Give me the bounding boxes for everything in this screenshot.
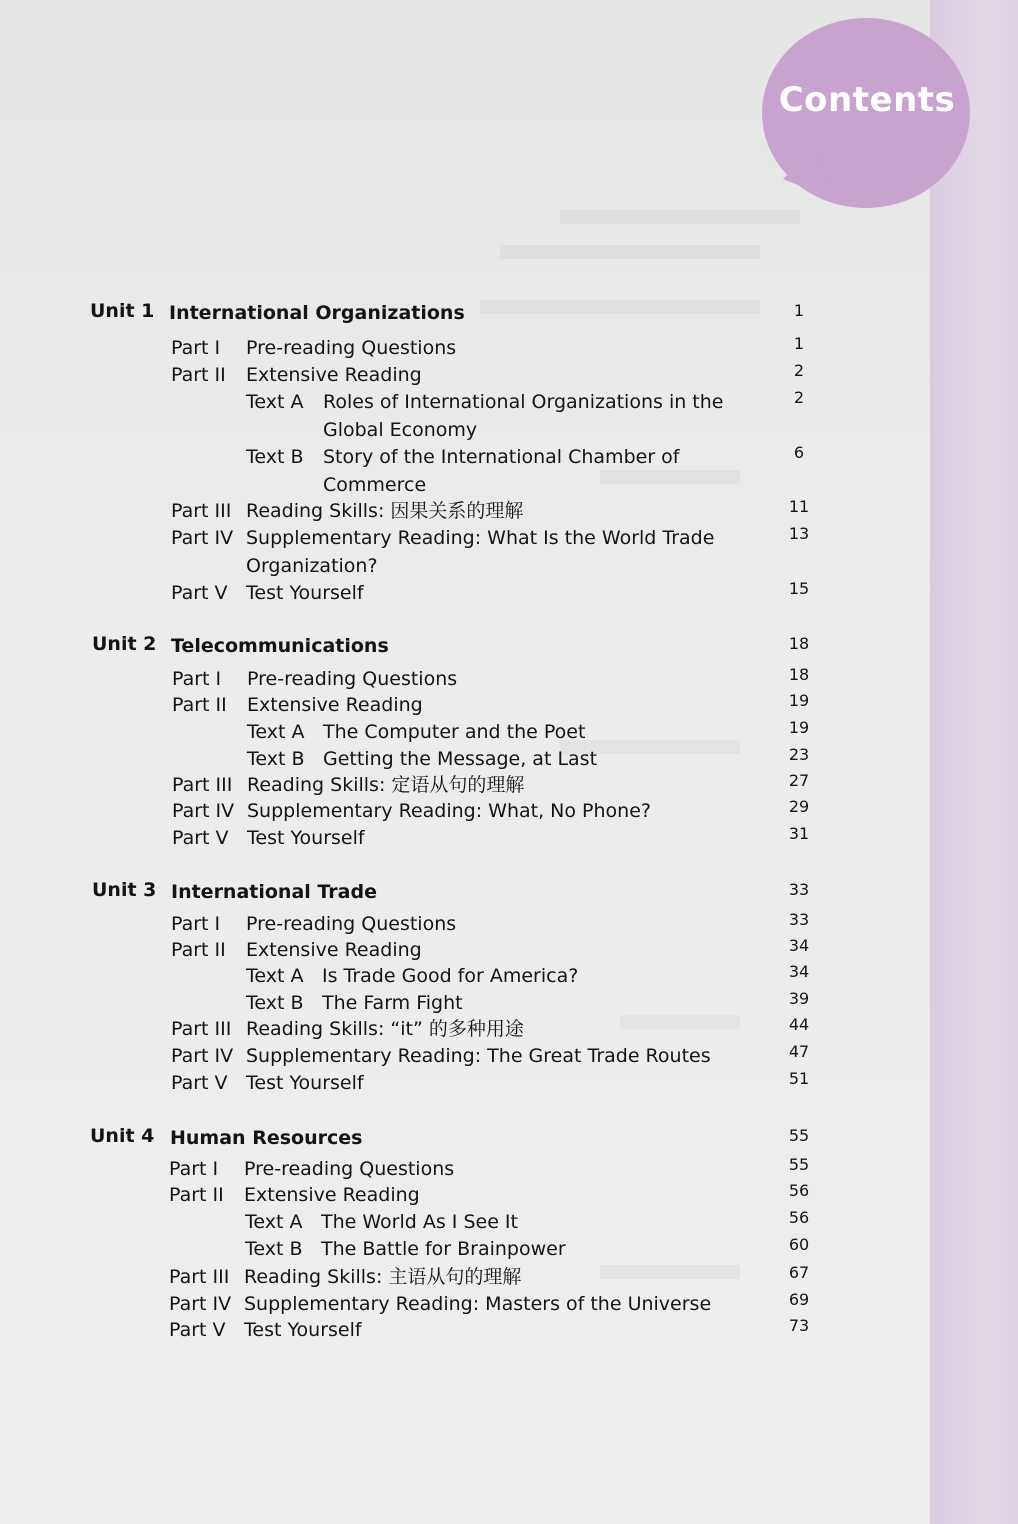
part-entry-row	[0, 1316, 930, 1345]
entry-title: Is Trade Good for America?	[322, 965, 579, 987]
page-number: 29	[788, 797, 810, 816]
entry-label: Part V	[171, 582, 228, 604]
entry-title-continued: Commerce	[323, 474, 427, 496]
page-number: 27	[788, 771, 810, 790]
page-number: 55	[788, 1155, 810, 1174]
text-entry-row	[0, 443, 930, 500]
entry-title: Extensive Reading	[244, 1184, 420, 1206]
entry-title: Test Yourself	[247, 827, 365, 849]
entry-title: The Computer and the Poet	[323, 721, 586, 743]
entry-title: Reading Skills: 主语从句的理解	[244, 1266, 522, 1288]
entry-label: Part V	[172, 827, 229, 849]
page-number: 13	[788, 524, 810, 543]
entry-label: Part IV	[169, 1293, 232, 1315]
entry-label: Part III	[171, 500, 232, 522]
page-number: 51	[788, 1069, 810, 1088]
page-number: 1	[793, 334, 805, 353]
entry-title: Pre-reading Questions	[246, 913, 457, 935]
page-number: 1	[793, 301, 805, 320]
entry-label: Part IV	[172, 800, 235, 822]
page-number: 73	[788, 1316, 810, 1335]
entry-title: Supplementary Reading: What, No Phone?	[247, 800, 652, 822]
entry-title: Reading Skills: “it” 的多种用途	[246, 1018, 524, 1040]
page-number: 18	[788, 634, 810, 653]
entry-title: Supplementary Reading: What Is the World Trade	[246, 527, 715, 549]
entry-label: Part I	[172, 668, 222, 690]
entry-label: Part III	[171, 1018, 232, 1040]
entry-title: Supplementary Reading: Masters of the Universe	[244, 1293, 712, 1315]
unit-label: Unit 4	[90, 1125, 155, 1147]
entry-label: Text A	[246, 391, 304, 413]
part-entry-row	[0, 824, 930, 853]
entry-title: The Battle for Brainpower	[321, 1238, 566, 1260]
page-number: 11	[788, 497, 810, 516]
part-entry-row	[0, 579, 930, 608]
page-number: 56	[788, 1181, 810, 1200]
entry-title: Pre-reading Questions	[246, 337, 457, 359]
unit-title: International Trade	[171, 881, 377, 903]
entry-label: Part I	[171, 337, 221, 359]
entry-title-continued: Organization?	[246, 555, 378, 577]
unit-heading-row	[0, 300, 930, 326]
part-entry-row	[0, 1069, 930, 1098]
entry-title: Test Yourself	[246, 582, 364, 604]
unit-label: Unit 2	[92, 633, 157, 655]
entry-label: Part II	[171, 364, 226, 386]
entry-label: Text B	[247, 748, 305, 770]
entry-title: Extensive Reading	[246, 364, 422, 386]
entry-title: Test Yourself	[244, 1319, 362, 1341]
entry-label: Part II	[169, 1184, 224, 1206]
page-number: 31	[788, 824, 810, 843]
entry-label: Part I	[169, 1158, 219, 1180]
entry-label: Part IV	[171, 1045, 234, 1067]
entry-label: Text B	[245, 1238, 303, 1260]
unit-heading-row	[0, 633, 930, 659]
entry-label: Part III	[169, 1266, 230, 1288]
page-number: 39	[788, 989, 810, 1008]
page-number: 2	[793, 388, 805, 407]
unit-heading-row	[0, 1125, 930, 1151]
unit-title: Telecommunications	[171, 635, 389, 657]
entry-title-continued: Global Economy	[323, 419, 478, 441]
entry-label: Part IV	[171, 527, 234, 549]
entry-label: Part I	[171, 913, 221, 935]
text-entry-row	[0, 388, 930, 445]
entry-title: Getting the Message, at Last	[323, 748, 598, 770]
entry-title: Roles of International Organizations in the	[323, 391, 724, 413]
entry-label: Text B	[246, 446, 304, 468]
entry-label: Part V	[171, 1072, 228, 1094]
unit-heading-row	[0, 879, 930, 905]
entry-title: Supplementary Reading: The Great Trade Routes	[246, 1045, 711, 1067]
page-edge-strip	[930, 0, 1018, 1524]
page-number: 60	[788, 1235, 810, 1254]
page-number: 33	[788, 880, 810, 899]
entry-title: Test Yourself	[246, 1072, 364, 1094]
part-entry-row	[0, 524, 930, 581]
page-number: 6	[793, 443, 805, 462]
entry-title: Reading Skills: 定语从句的理解	[247, 774, 525, 796]
page-number: 55	[788, 1126, 810, 1145]
text-entry-row	[0, 1235, 930, 1264]
entry-label: Text A	[245, 1211, 303, 1233]
entry-title: Extensive Reading	[246, 939, 422, 961]
entry-label: Text A	[246, 965, 304, 987]
entry-label: Part III	[172, 774, 233, 796]
unit-label: Unit 3	[92, 879, 157, 901]
entry-title: Extensive Reading	[247, 694, 423, 716]
entry-label: Text A	[247, 721, 305, 743]
page-number: 19	[788, 691, 810, 710]
entry-title: Pre-reading Questions	[247, 668, 458, 690]
entry-title: Pre-reading Questions	[244, 1158, 455, 1180]
page-number: 44	[788, 1015, 810, 1034]
entry-title: The Farm Fight	[322, 992, 463, 1014]
page-number: 47	[788, 1042, 810, 1061]
page-number: 34	[788, 962, 810, 981]
unit-label: Unit 1	[90, 300, 155, 322]
page-number: 15	[788, 579, 810, 598]
page-number: 19	[788, 718, 810, 737]
page-number: 56	[788, 1208, 810, 1227]
page-number: 33	[788, 910, 810, 929]
page-number: 2	[793, 361, 805, 380]
page-number: 18	[788, 665, 810, 684]
page-number: 23	[788, 745, 810, 764]
entry-title: The World As I See It	[321, 1211, 518, 1233]
entry-label: Part V	[169, 1319, 226, 1341]
entry-title: Story of the International Chamber of	[323, 446, 680, 468]
entry-label: Part II	[171, 939, 226, 961]
page-number: 67	[788, 1263, 810, 1282]
contents-heading: Contents	[778, 80, 956, 120]
unit-title: International Organizations	[169, 302, 465, 324]
page-number: 34	[788, 936, 810, 955]
unit-title: Human Resources	[170, 1127, 363, 1149]
page-number: 69	[788, 1290, 810, 1309]
entry-title: Reading Skills: 因果关系的理解	[246, 500, 524, 522]
entry-label: Text B	[246, 992, 304, 1014]
entry-label: Part II	[172, 694, 227, 716]
